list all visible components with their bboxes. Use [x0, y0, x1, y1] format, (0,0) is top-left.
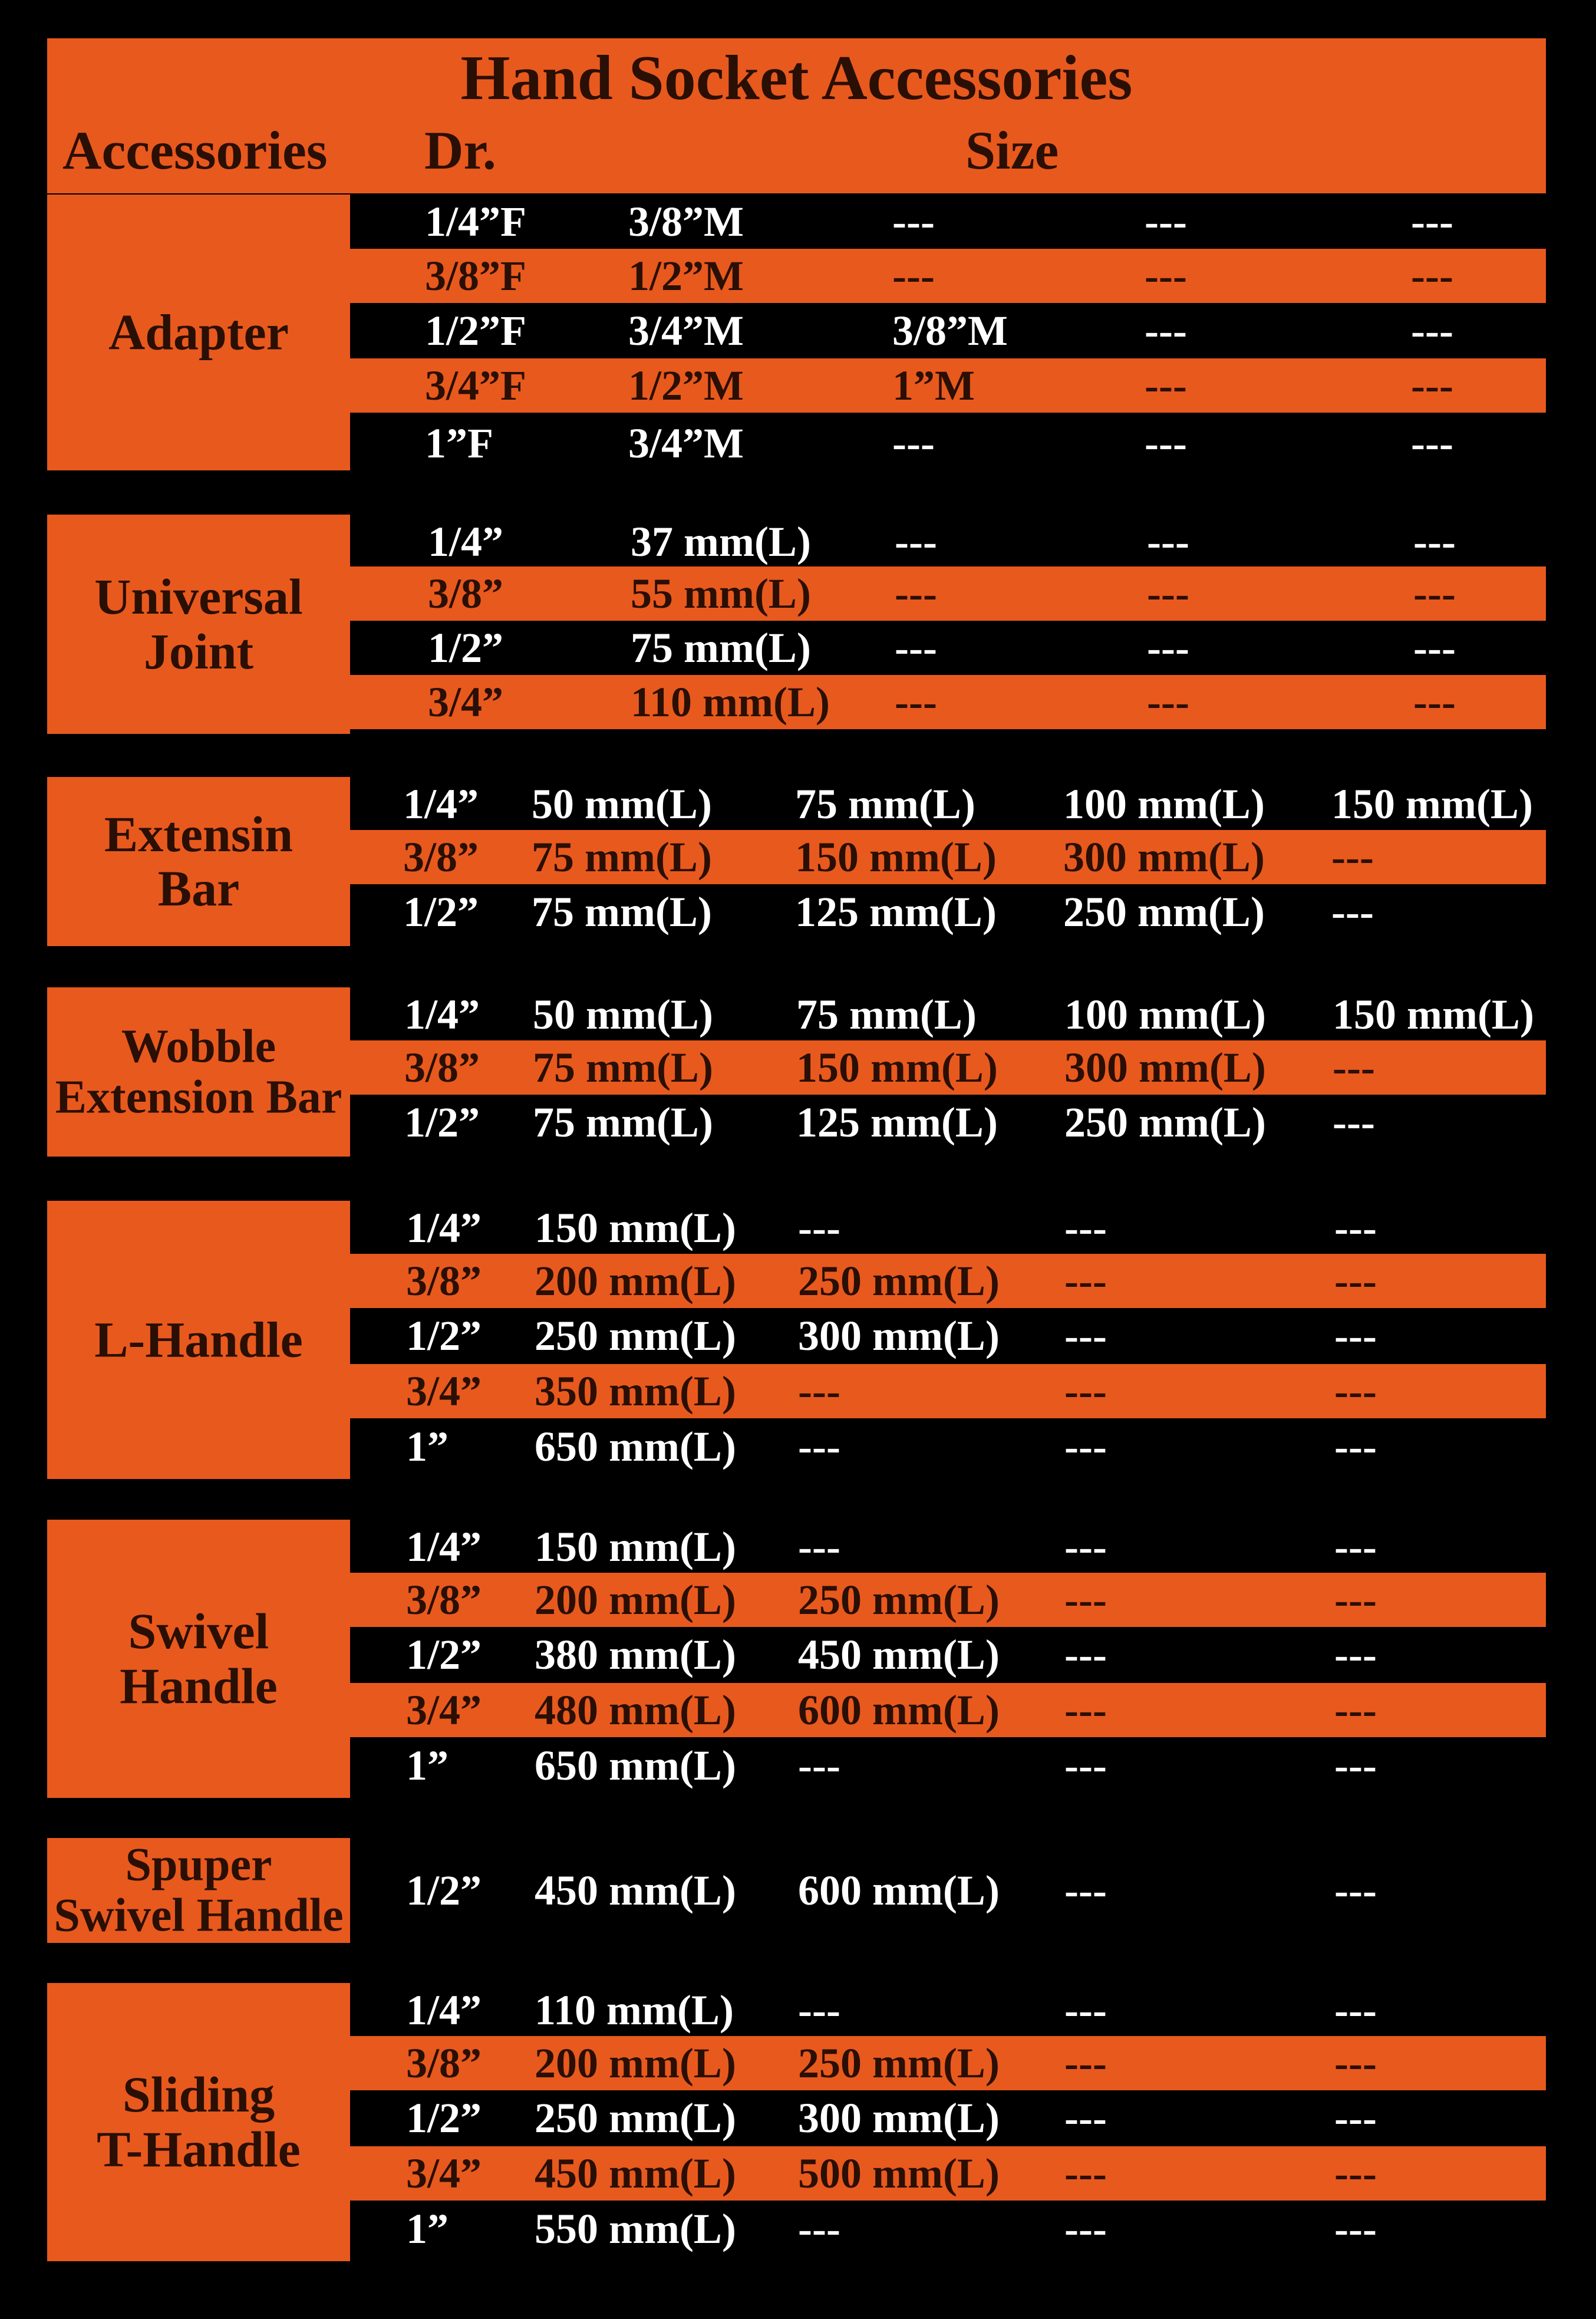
section-universal-joint	[0, 515, 1596, 734]
section-label	[47, 1604, 350, 1714]
table-row	[350, 1573, 1546, 1627]
table-row	[350, 1628, 1546, 1682]
size-cell: 75 mm(L)	[533, 1044, 713, 1091]
table-row	[350, 885, 1546, 939]
section-super-swivel-handle	[0, 1838, 1596, 1943]
drive-size-cell: 3/4”	[406, 1368, 482, 1415]
drive-size-cell: 1/2”	[406, 1867, 482, 1914]
size-cell: 200 mm(L)	[535, 1576, 736, 1623]
drive-size-cell: 3/8”	[406, 1257, 482, 1305]
table-row	[350, 195, 1546, 249]
size-cell: ---	[1064, 1742, 1107, 1789]
table-row	[350, 1364, 1546, 1418]
section-label-line: Universal	[94, 568, 303, 625]
size-cell: ---	[1145, 198, 1187, 245]
section-label-box	[47, 1983, 350, 2261]
table-row	[350, 1419, 1546, 1474]
size-cell: 250 mm(L)	[798, 2040, 1000, 2087]
size-cell: ---	[1334, 1576, 1377, 1623]
size-cell: ---	[798, 2205, 840, 2252]
size-cell: ---	[1064, 1867, 1107, 1914]
table-row	[350, 358, 1546, 413]
drive-size-cell: 3/4”	[406, 1686, 482, 1734]
drive-size-cell: 1/2”	[403, 888, 479, 935]
size-cell: ---	[1334, 2094, 1377, 2142]
size-cell: ---	[1064, 2040, 1107, 2087]
size-cell: ---	[1145, 420, 1187, 467]
size-cell: 3/4”M	[628, 307, 744, 354]
size-cell: 75 mm(L)	[795, 780, 975, 828]
size-cell: ---	[892, 420, 935, 467]
size-cell: 3/8”M	[892, 307, 1008, 354]
size-cell: 350 mm(L)	[535, 1368, 736, 1415]
table-row	[350, 515, 1546, 569]
section-label-box	[47, 1201, 350, 1479]
drive-size-cell: 1/2”F	[425, 307, 526, 354]
section-label-line: Swivel Handle	[54, 1890, 344, 1942]
size-cell: 150 mm(L)	[535, 1204, 736, 1251]
size-cell: ---	[1334, 2150, 1377, 2197]
drive-size-cell: 1/4”	[406, 1204, 482, 1251]
size-cell: ---	[1145, 252, 1187, 299]
drive-size-cell: 3/8”	[404, 1044, 480, 1091]
section-label-line: Sliding	[122, 2066, 275, 2123]
size-cell: ---	[798, 1368, 840, 1415]
drive-size-cell: 1/4”	[406, 1523, 482, 1570]
size-cell: 250 mm(L)	[535, 2094, 736, 2142]
table-row	[350, 2202, 1546, 2256]
section-label-box	[47, 1520, 350, 1798]
size-cell: ---	[1064, 1257, 1107, 1305]
size-cell: 150 mm(L)	[796, 1044, 998, 1091]
size-cell: 300 mm(L)	[1064, 1044, 1266, 1091]
section-label-line: Spuper	[125, 1839, 272, 1891]
size-cell: 75 mm(L)	[532, 834, 712, 881]
size-cell: ---	[1147, 518, 1189, 565]
size-cell: ---	[1413, 518, 1456, 565]
section-label-line: T-Handle	[97, 2121, 301, 2178]
size-cell: ---	[798, 1523, 840, 1570]
section-wobble-extension-bar	[0, 987, 1596, 1157]
size-cell: 100 mm(L)	[1063, 780, 1265, 828]
size-cell: 75 mm(L)	[533, 1099, 713, 1146]
drive-size-cell: 1”	[406, 2205, 449, 2252]
drive-size-cell: 3/8”	[403, 834, 479, 881]
section-label	[47, 1021, 350, 1123]
size-cell: 380 mm(L)	[535, 1631, 736, 1678]
size-cell: ---	[1064, 2150, 1107, 2197]
section-label	[47, 2067, 350, 2177]
column-header-drive: Dr.	[424, 120, 496, 180]
drive-size-cell: 1/2”	[428, 624, 504, 671]
column-header-size: Size	[965, 120, 1059, 180]
drive-size-cell: 3/8”F	[425, 252, 526, 299]
size-cell: 450 mm(L)	[798, 1631, 1000, 1678]
table-row	[350, 304, 1546, 358]
size-cell: 150 mm(L)	[535, 1523, 736, 1570]
table-row	[350, 1983, 1546, 2037]
table-row	[350, 249, 1546, 303]
size-cell: 110 mm(L)	[631, 678, 830, 726]
table-row	[350, 777, 1546, 831]
size-cell: ---	[1147, 678, 1189, 726]
size-cell: ---	[1334, 1987, 1377, 2034]
size-cell: 200 mm(L)	[535, 2040, 736, 2087]
section-l-handle	[0, 1201, 1596, 1479]
size-cell: ---	[1147, 570, 1189, 617]
drive-size-cell: 1/4”	[403, 780, 479, 828]
drive-size-cell: 3/8”	[406, 2040, 482, 2087]
section-label-line: Handle	[120, 1658, 278, 1714]
section-label-line: Bar	[157, 860, 240, 917]
size-cell: ---	[798, 1204, 840, 1251]
size-cell: 300 mm(L)	[798, 1312, 1000, 1359]
size-cell: ---	[1411, 420, 1453, 467]
drive-size-cell: 1/4”	[428, 518, 504, 565]
drive-size-cell: 3/4”F	[425, 362, 526, 409]
size-cell: 300 mm(L)	[1063, 834, 1265, 881]
drive-size-cell: 1”	[406, 1742, 449, 1789]
table-row	[350, 2146, 1546, 2201]
table-row	[350, 1201, 1546, 1255]
size-cell: ---	[1411, 362, 1453, 409]
size-cell: ---	[892, 252, 935, 299]
table-row	[350, 621, 1546, 675]
size-cell: ---	[1145, 307, 1187, 354]
drive-size-cell: 1/4”	[406, 1987, 482, 2034]
size-cell: ---	[1411, 307, 1453, 354]
size-cell: 250 mm(L)	[535, 1312, 736, 1359]
drive-size-cell: 3/8”	[406, 1576, 482, 1623]
table-row	[350, 1309, 1546, 1363]
section-label	[47, 569, 350, 679]
size-cell: ---	[1334, 1257, 1377, 1305]
size-cell: ---	[798, 1742, 840, 1789]
size-cell: 650 mm(L)	[535, 1742, 736, 1789]
table-row	[350, 1520, 1546, 1574]
drive-size-cell: 1”F	[425, 420, 493, 467]
drive-size-cell: 1/4”	[404, 991, 480, 1038]
size-cell: 250 mm(L)	[798, 1576, 1000, 1623]
size-cell: ---	[895, 570, 937, 617]
drive-size-cell: 1/2”	[406, 1312, 482, 1359]
page-title: Hand Socket Accessories	[460, 43, 1133, 113]
drive-size-cell: 3/8”	[428, 570, 504, 617]
section-sliding-t-handle	[0, 1983, 1596, 2261]
size-cell: ---	[798, 1987, 840, 2034]
size-cell: ---	[1064, 1204, 1107, 1251]
column-header-accessories: Accessories	[62, 120, 328, 180]
size-cell: 3/4”M	[628, 420, 744, 467]
size-cell: 1/2”M	[628, 362, 744, 409]
drive-size-cell: 1/4”F	[425, 198, 526, 245]
size-cell: ---	[1334, 1312, 1377, 1359]
size-cell: 50 mm(L)	[532, 780, 712, 828]
size-cell: 125 mm(L)	[795, 888, 997, 935]
table-row	[350, 2091, 1546, 2145]
size-cell: ---	[1411, 198, 1453, 245]
table-row	[350, 1738, 1546, 1793]
size-cell: 450 mm(L)	[535, 2150, 736, 2197]
size-cell: 250 mm(L)	[1063, 888, 1265, 935]
size-cell: 150 mm(L)	[1333, 991, 1534, 1038]
table-row	[350, 1683, 1546, 1737]
table-header	[47, 38, 1546, 193]
table-row	[350, 1863, 1546, 1918]
table-row	[350, 566, 1546, 621]
size-cell: ---	[1334, 1742, 1377, 1789]
size-cell: ---	[1064, 1631, 1107, 1678]
size-cell: ---	[1334, 1368, 1377, 1415]
size-cell: ---	[1064, 1423, 1107, 1470]
size-cell: ---	[1064, 1312, 1107, 1359]
section-label-box	[47, 1838, 350, 1943]
table-row	[350, 2036, 1546, 2090]
section-label-box	[47, 515, 350, 734]
size-cell: ---	[1334, 2040, 1377, 2087]
size-cell: ---	[1064, 2205, 1107, 2252]
size-cell: ---	[1331, 834, 1374, 881]
size-cell: 300 mm(L)	[798, 2094, 1000, 2142]
size-cell: ---	[1334, 1523, 1377, 1570]
size-cell: 650 mm(L)	[535, 1423, 736, 1470]
size-cell: ---	[1334, 1686, 1377, 1734]
size-cell: 450 mm(L)	[535, 1867, 736, 1914]
size-cell: ---	[1334, 1204, 1377, 1251]
size-cell: ---	[1064, 1686, 1107, 1734]
section-label-box	[47, 777, 350, 946]
section-label-line: Wobble	[121, 1020, 276, 1073]
table-row	[350, 416, 1546, 470]
size-cell: 110 mm(L)	[535, 1987, 734, 2034]
drive-size-cell: 3/4”	[428, 678, 504, 726]
size-cell: ---	[1064, 1368, 1107, 1415]
size-cell: ---	[895, 678, 937, 726]
size-cell: ---	[798, 1423, 840, 1470]
size-cell: ---	[1064, 1987, 1107, 2034]
size-cell: 150 mm(L)	[795, 834, 997, 881]
table-row	[350, 1095, 1546, 1149]
section-label-line: Swivel	[128, 1603, 269, 1660]
size-cell: ---	[1334, 1867, 1377, 1914]
size-cell: 75 mm(L)	[631, 624, 811, 671]
size-cell: 1”M	[892, 362, 975, 409]
size-cell: ---	[1333, 1099, 1375, 1146]
size-cell: ---	[892, 198, 935, 245]
size-cell: ---	[1145, 362, 1187, 409]
size-cell: ---	[1147, 624, 1189, 671]
size-cell: 250 mm(L)	[1064, 1099, 1266, 1146]
size-cell: 125 mm(L)	[796, 1099, 998, 1146]
table-row	[350, 675, 1546, 729]
section-label-box	[47, 987, 350, 1157]
table-row	[350, 1040, 1546, 1095]
size-cell: 600 mm(L)	[798, 1867, 1000, 1914]
size-cell: ---	[1064, 1576, 1107, 1623]
size-cell: ---	[1334, 1423, 1377, 1470]
size-cell: 200 mm(L)	[535, 1257, 736, 1305]
size-cell: ---	[1411, 252, 1453, 299]
section-label-line: Joint	[143, 623, 254, 680]
section-label-line: Extensin	[104, 805, 294, 862]
size-cell: ---	[895, 624, 937, 671]
table-row	[350, 1254, 1546, 1308]
section-label-line: Extension Bar	[55, 1071, 342, 1124]
section-label	[47, 807, 350, 917]
drive-size-cell: 1/2”	[406, 1631, 482, 1678]
size-cell: ---	[1333, 1044, 1375, 1091]
drive-size-cell: 1/2”	[406, 2094, 482, 2142]
size-cell: 50 mm(L)	[533, 991, 713, 1038]
size-cell: 600 mm(L)	[798, 1686, 1000, 1734]
table-row	[350, 987, 1546, 1042]
drive-size-cell: 1/2”	[404, 1099, 480, 1146]
section-label	[47, 1840, 350, 1942]
size-cell: 100 mm(L)	[1064, 991, 1266, 1038]
size-cell: 250 mm(L)	[798, 1257, 1000, 1305]
section-label	[47, 305, 350, 360]
size-cell: ---	[1413, 678, 1456, 726]
drive-size-cell: 1”	[406, 1423, 449, 1470]
section-swivel-handle	[0, 1520, 1596, 1798]
table-row	[350, 830, 1546, 884]
size-cell: ---	[1064, 2094, 1107, 2142]
size-cell: 75 mm(L)	[796, 991, 977, 1038]
size-cell: 150 mm(L)	[1331, 780, 1533, 828]
section-adapter	[0, 195, 1596, 470]
size-cell: ---	[1334, 2205, 1377, 2252]
section-extension-bar	[0, 777, 1596, 946]
size-cell: ---	[1413, 624, 1456, 671]
size-cell: ---	[1064, 1523, 1107, 1570]
section-label-box	[47, 195, 350, 470]
size-cell: ---	[1334, 1631, 1377, 1678]
section-label-line: L-Handle	[94, 1311, 303, 1368]
size-cell: ---	[1331, 888, 1374, 935]
size-cell: 3/8”M	[628, 198, 744, 245]
size-cell: 480 mm(L)	[535, 1686, 736, 1734]
size-cell: 1/2”M	[628, 252, 744, 299]
section-label-line: Adapter	[108, 304, 289, 361]
size-cell: 500 mm(L)	[798, 2150, 1000, 2197]
size-cell: ---	[895, 518, 937, 565]
size-cell: 550 mm(L)	[535, 2205, 736, 2252]
size-cell: ---	[1413, 570, 1456, 617]
size-cell: 75 mm(L)	[532, 888, 712, 935]
drive-size-cell: 3/4”	[406, 2150, 482, 2197]
size-cell: 37 mm(L)	[631, 518, 811, 565]
size-cell: 55 mm(L)	[631, 570, 811, 617]
section-label	[47, 1313, 350, 1368]
